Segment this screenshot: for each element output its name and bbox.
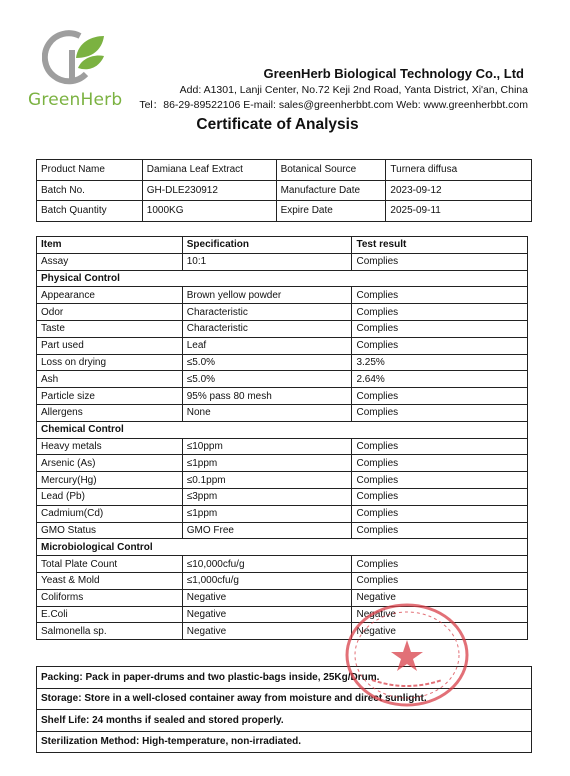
table-row: [37, 404, 528, 421]
item-cell: Cadmium(Cd): [37, 505, 183, 522]
product-info-table: [36, 159, 532, 222]
result-cell: Complies: [352, 472, 528, 489]
result-cell: Complies: [352, 488, 528, 505]
info-label: Product Name: [37, 160, 143, 181]
spec-cell: ≤1ppm: [182, 455, 352, 472]
info-label: Batch No.: [37, 180, 143, 201]
section-row: [37, 539, 528, 556]
company-contact: Tel：86-29-89522106 E-mail: sales@greenherbbt.com Web: www.greenherbbt.com: [139, 99, 528, 111]
spec-cell: ≤5.0%: [182, 371, 352, 388]
spec-cell: 95% pass 80 mesh: [182, 388, 352, 405]
table-row: [37, 505, 528, 522]
sterilization-note: Sterilization Method: High-temperature, non-irradiated.: [37, 731, 532, 753]
result-cell: Complies: [352, 505, 528, 522]
item-cell: Total Plate Count: [37, 556, 183, 573]
table-row: [37, 371, 528, 388]
result-cell: Complies: [352, 556, 528, 573]
result-cell: Complies: [352, 304, 528, 321]
result-cell: Complies: [352, 287, 528, 304]
info-label: Botanical Source: [276, 160, 386, 181]
result-cell: Negative: [352, 606, 528, 623]
shelf-life-note: Shelf Life: 24 months if sealed and stored properly.: [37, 710, 532, 732]
table-row: [37, 304, 528, 321]
table-row: [37, 472, 528, 489]
footer-row: [37, 731, 532, 753]
table-row: [37, 253, 528, 270]
company-seal-stamp-icon: [342, 600, 472, 710]
section-microbiological-control: Microbiological Control: [37, 539, 528, 556]
document-title: Certificate of Analysis: [196, 116, 359, 133]
section-chemical-control: Chemical Control: [37, 421, 528, 438]
table-row: [37, 354, 528, 371]
result-cell: Complies: [352, 522, 528, 539]
item-cell: Allergens: [37, 404, 183, 421]
item-cell: Arsenic (As): [37, 455, 183, 472]
table-header-row: [37, 237, 528, 254]
spec-cell: ≤1,000cfu/g: [182, 572, 352, 589]
item-cell: Assay: [37, 253, 183, 270]
company-logo: [28, 28, 128, 113]
section-row: [37, 421, 528, 438]
result-cell: Complies: [352, 320, 528, 337]
table-row: [37, 388, 528, 405]
table-row: [37, 455, 528, 472]
info-label: Expire Date: [276, 201, 386, 222]
spec-cell: Characteristic: [182, 320, 352, 337]
spec-cell: 10:1: [182, 253, 352, 270]
item-cell: Yeast & Mold: [37, 572, 183, 589]
table-row: [37, 337, 528, 354]
info-value: Turnera diffusa: [386, 160, 532, 181]
table-row: [37, 572, 528, 589]
spec-cell: Negative: [182, 623, 352, 640]
result-cell: Complies: [352, 253, 528, 270]
table-row: [37, 287, 528, 304]
spec-cell: ≤5.0%: [182, 354, 352, 371]
spec-cell: ≤1ppm: [182, 505, 352, 522]
result-cell: Negative: [352, 589, 528, 606]
item-cell: Ash: [37, 371, 183, 388]
spec-cell: ≤10ppm: [182, 438, 352, 455]
info-row: [37, 201, 532, 222]
company-address: Add: A1301, Lanji Center, No.72 Keji 2nd Road, Yanta District, Xi'an, China: [179, 84, 528, 96]
item-cell: Salmonella sp.: [37, 623, 183, 640]
spec-cell: None: [182, 404, 352, 421]
item-cell: E.Coli: [37, 606, 183, 623]
item-cell: Loss on drying: [37, 354, 183, 371]
info-value: 1000KG: [142, 201, 276, 222]
column-header-specification: Specification: [182, 237, 352, 254]
result-cell: 3.25%: [352, 354, 528, 371]
table-row: [37, 438, 528, 455]
item-cell: Taste: [37, 320, 183, 337]
footer-row: [37, 710, 532, 732]
logo-text: GreenHerb: [28, 90, 123, 110]
section-row: [37, 270, 528, 287]
greenherb-leaf-logo-icon: [42, 28, 112, 90]
table-row: [37, 320, 528, 337]
result-cell: Complies: [352, 388, 528, 405]
item-cell: Odor: [37, 304, 183, 321]
company-name: GreenHerb Biological Technology Co., Ltd: [263, 66, 524, 81]
item-cell: GMO Status: [37, 522, 183, 539]
info-value: 2023-09-12: [386, 180, 532, 201]
info-value: Damiana Leaf Extract: [142, 160, 276, 181]
item-cell: Lead (Pb): [37, 488, 183, 505]
spec-cell: GMO Free: [182, 522, 352, 539]
analysis-table: [36, 236, 528, 640]
result-cell: Complies: [352, 572, 528, 589]
table-row: [37, 556, 528, 573]
item-cell: Part used: [37, 337, 183, 354]
storage-note: Storage: Store in a well-closed container away from moisture and direct sunlight.: [37, 688, 532, 710]
result-cell: Complies: [352, 455, 528, 472]
info-row: [37, 160, 532, 181]
info-row: [37, 180, 532, 201]
info-value: 2025-09-11: [386, 201, 532, 222]
result-cell: 2.64%: [352, 371, 528, 388]
spec-cell: Brown yellow powder: [182, 287, 352, 304]
item-cell: Coliforms: [37, 589, 183, 606]
column-header-test-result: Test result: [352, 237, 528, 254]
item-cell: Mercury(Hg): [37, 472, 183, 489]
spec-cell: Negative: [182, 589, 352, 606]
info-label: Manufacture Date: [276, 180, 386, 201]
spec-cell: Leaf: [182, 337, 352, 354]
info-label: Batch Quantity: [37, 201, 143, 222]
spec-cell: ≤3ppm: [182, 488, 352, 505]
result-cell: Complies: [352, 337, 528, 354]
column-header-item: Item: [37, 237, 183, 254]
section-physical-control: Physical Control: [37, 270, 528, 287]
result-cell: Negative: [352, 623, 528, 640]
result-cell: Complies: [352, 438, 528, 455]
table-row: [37, 522, 528, 539]
spec-cell: Characteristic: [182, 304, 352, 321]
info-value: GH-DLE230912: [142, 180, 276, 201]
item-cell: Appearance: [37, 287, 183, 304]
table-row: [37, 488, 528, 505]
spec-cell: ≤10,000cfu/g: [182, 556, 352, 573]
spec-cell: Negative: [182, 606, 352, 623]
spec-cell: ≤0.1ppm: [182, 472, 352, 489]
item-cell: Particle size: [37, 388, 183, 405]
result-cell: Complies: [352, 404, 528, 421]
packing-note: Packing: Pack in paper-drums and two plastic-bags inside, 25Kg/Drum.: [37, 667, 532, 689]
item-cell: Heavy metals: [37, 438, 183, 455]
